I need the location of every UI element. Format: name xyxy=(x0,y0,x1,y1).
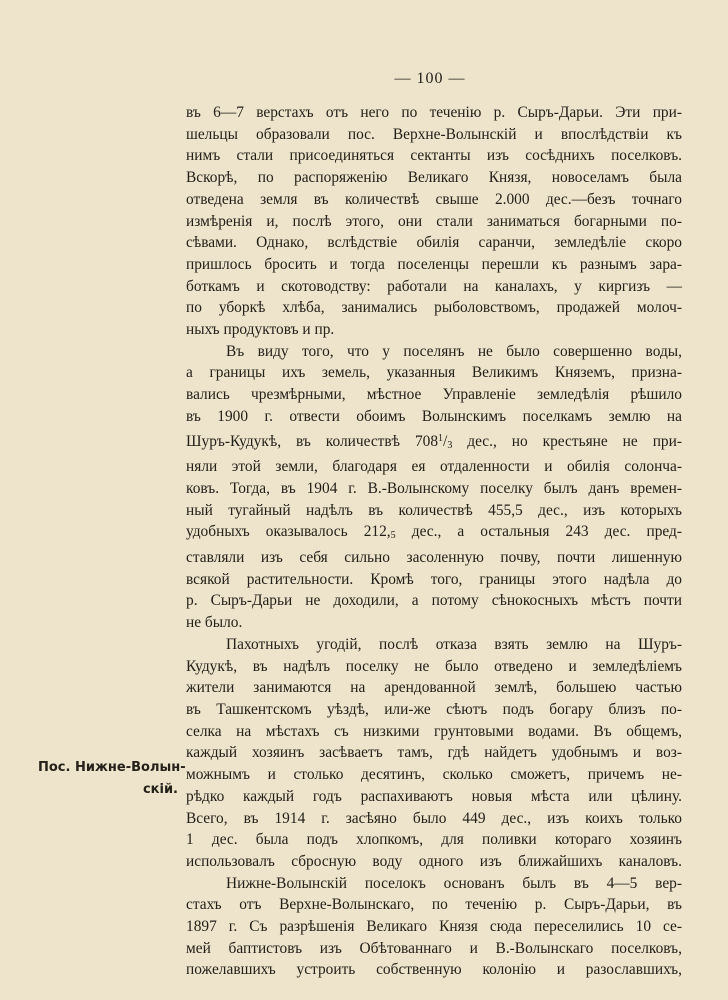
text-line: Всего, въ 1914 г. засѣяно было 449 дес., изъ коихъ только xyxy=(186,809,682,827)
text-line: можнымъ и столько десятинъ, сколько сможетъ, причемъ не- xyxy=(186,766,682,784)
text-line: а границы ихъ земель, указанныя Великимъ Княземъ, призна- xyxy=(186,364,682,382)
text-line: р. Сыръ-Дарьи не доходили, а потому сѣнокосныхъ мѣстъ почти xyxy=(186,592,682,610)
text-line: всякой растительности. Кромѣ того, границы этого надѣла до xyxy=(186,570,682,588)
text-line: 1 дес. была подъ хлопкомъ, для поливки котораго хозяинъ xyxy=(186,831,682,849)
margin-note-line: скій. xyxy=(142,782,178,797)
text-line: пожелавшихъ устроить собственную колонію и разославшихъ, xyxy=(186,961,682,979)
text-line: пришлось бросить и тогда поселенцы перешли къ разнымъ зара- xyxy=(186,255,682,273)
text-line: Кудукѣ, въ надѣлъ поселку не было отведено и земледѣліемъ xyxy=(186,657,682,675)
text-line: боткамъ и скотоводству: работали на каналахъ, у киргизъ — xyxy=(186,277,682,295)
margin-note xyxy=(38,757,186,801)
text-line: Шуръ-Кудукѣ, въ количествѣ $708^1/_3$ дес., но крестьяне не при- xyxy=(186,432,682,451)
margin-note-line: Пос. Нижне-Волын- xyxy=(38,760,186,775)
text-line: использовалъ сбросную воду одного изъ ближайшихъ каналовъ. xyxy=(186,852,682,870)
text-line: рѣдко каждый годъ распахиваютъ новыя мѣста или цѣлину. xyxy=(186,787,682,805)
text-line: селка на мѣстахъ съ низкими грунтовыми водами. Въ общемъ, xyxy=(186,722,682,740)
body-text xyxy=(186,102,682,981)
text-line: въ 1900 г. отвести обоимъ Волынскимъ поселкамъ землю на xyxy=(186,407,682,425)
page-number: — 100 — xyxy=(394,70,466,87)
text-line: ставляли изъ себя сильно засоленную почву, почти лишенную xyxy=(186,549,682,567)
text-line: ковъ. Тогда, въ 1904 г. В.-Волынскому поселку былъ данъ времен- xyxy=(186,479,682,497)
text-line: стахъ отъ Верхне-Волынскаго, по теченію р. Сыръ-Дарьи, въ xyxy=(186,896,682,914)
text-line: удобныхъ оказывалось $212,_5$ дес., а остальныя 243 дес. пред- xyxy=(186,523,682,542)
text-line: ныхъ продуктовъ и пр. xyxy=(186,321,335,339)
text-line: вались чрезмѣрными, мѣстное Управленіе земледѣлія рѣшило xyxy=(186,386,682,404)
text-line: 1897 г. Съ разрѣшенія Великаго Князя сюда переселились 10 се- xyxy=(186,918,682,936)
text-line: Вскорѣ, по распоряженію Великаго Князя, новоселамъ была xyxy=(186,169,682,187)
text-line: каждый хозяинъ засѣваетъ тамъ, гдѣ найдетъ удобнымъ и воз- xyxy=(186,744,682,762)
text-line: измѣренія и, послѣ этого, они стали заниматься богарными по- xyxy=(186,212,682,230)
text-line: не было. xyxy=(186,614,243,632)
text-line: отведена земля въ количествѣ свыше 2.000 дес.—безъ точнаго xyxy=(186,190,682,208)
text-line: Пахотныхъ угодій, послѣ отказа взять землю на Шуръ- xyxy=(226,635,682,653)
text-line: въ 6—7 верстахъ отъ него по теченію р. Сыръ-Дарьи. Эти при- xyxy=(186,104,682,121)
text-line: шельцы образовали пос. Верхне-Волынскій и впослѣдствіи къ xyxy=(186,125,682,143)
text-line: въ Ташкентскомъ уѣздѣ, или-же сѣютъ подъ богару близъ по- xyxy=(186,700,682,718)
text-line: по уборкѣ хлѣба, занимались рыболовствомъ, продажей молоч- xyxy=(186,299,682,317)
text-line: жители занимаются на арендованной землѣ, большею частью xyxy=(186,679,682,697)
text-line: Въ виду того, что у поселянъ не было совершенно воды, xyxy=(226,342,682,360)
text-line: сѣвами. Однако, вслѣдствіе обилія саранчи, земледѣліе скоро xyxy=(186,234,682,252)
text-line: нимъ стали присоединяться сектанты изъ сосѣднихъ поселковъ. xyxy=(186,147,682,165)
text-line: мей баптистовъ изъ Обѣтованнаго и В.-Волынскаго поселковъ, xyxy=(186,939,682,957)
text-line: Нижне-Волынскій поселокъ основанъ былъ въ 4—5 вер- xyxy=(226,874,682,892)
text-line: няли этой земли, благодаря ея отдаленности и обилія солонча- xyxy=(186,458,682,476)
text-line: ный тугайный надѣлъ въ количествѣ 455,5 дес., изъ которыхъ xyxy=(186,501,682,519)
